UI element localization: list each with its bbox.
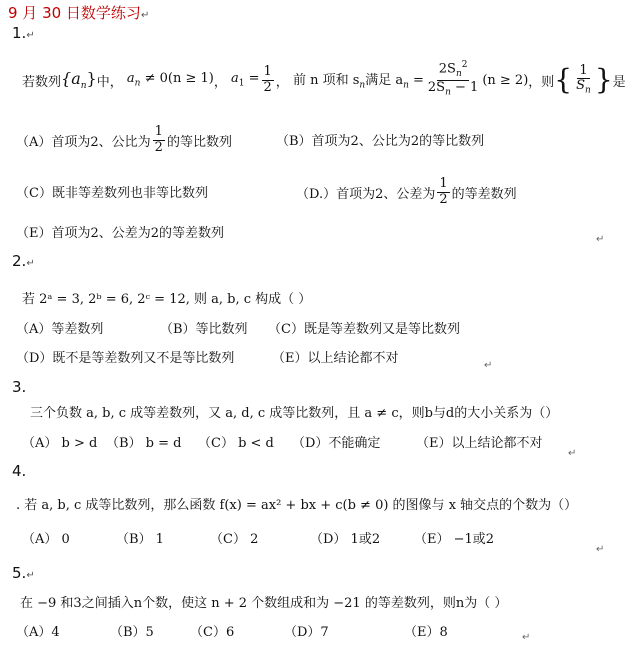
q5-option-b: （B）5	[110, 625, 154, 640]
q4-number: 4.	[12, 462, 27, 480]
q1-half-fraction: $\frac{1}{2}$	[263, 64, 272, 95]
q1-option-a: （A）首项为2、公比为 $\frac{1}{2}$ 的等比数列	[16, 124, 232, 155]
q3-option-c: （C） b < d	[198, 436, 274, 451]
q2-option-b: （B）等比数列	[160, 322, 248, 337]
q1-option-c: （C）既非等差数列也非等比数列	[16, 186, 208, 201]
q1-option-b: （B）首项为2、公比为2的等比数列	[276, 134, 485, 149]
q5-stem: 在 −9 和3之间插入n个数，使这 n + 2 个数组成和为 −21 的等差数列，则n为（ ）	[20, 596, 508, 611]
q1-recip-fraction: $\frac{1}{S_n}$	[576, 62, 591, 96]
q3-stem: 三个负数 a, b, c 成等差数列，又 a, d, c 成等比数列，且 a ≠ c，则b与d的大小关系为（）	[30, 406, 559, 421]
q3-option-d: （D）不能确定	[292, 436, 381, 451]
q1-option-d: （D.）首项为2、公差为 $\frac{1}{2}$ 的等差数列	[296, 176, 517, 207]
q2-stem: 若 2ᵃ = 3, 2ᵇ = 6, 2ᶜ = 12, 则 a, b, c 构成（ ）	[22, 292, 312, 307]
q5-option-e: （E）8	[404, 625, 448, 640]
q3-option-e: （E）以上结论都不对	[416, 436, 543, 451]
q5-number: 5.↵	[12, 564, 35, 582]
q3-option-a: （A） b > d	[22, 436, 98, 451]
q2-number: 2.↵	[12, 252, 35, 270]
q4-stem: . 若 a, b, c 成等比数列，那么函数 f(x) = ax² + bx + c(b ≠ 0) 的图像与 x 轴交点的个数为（）	[16, 498, 578, 513]
page-title: 9 月 30 日数学练习↵	[8, 4, 150, 22]
q5-option-d: （D）7	[284, 625, 329, 640]
q2-option-d: （D）既不是等差数列又不是等比数列	[16, 351, 235, 366]
q4-option-d: （D） 1或2	[310, 532, 381, 547]
q5-option-c: （C）6	[190, 625, 235, 640]
q5-option-a: （A）4	[16, 625, 60, 640]
q1-option-e: （E）首项为2、公差为2的等差数列	[16, 226, 225, 241]
q3-option-b: （B） b = d	[106, 436, 182, 451]
q4-option-e: （E） −1或2	[414, 532, 495, 547]
q1-stem: 若数列 $\{a_n\}$ 中， $a_n \ne 0(n \ge 1)$ ， $a_1$ = $\frac{1}{2}$ ， 前 n 项和 $s_n$ 满足 $a_n$ = $\frac{2S_n^2}{2S_n - 1}$ (n ≥ 2) ，则 { $\frac{1}{S_n}$ } 是	[22, 60, 626, 98]
q2-option-c: （C）既是等差数列又是等比数列	[268, 322, 460, 337]
q1-number: 1.↵	[12, 24, 35, 42]
q4-option-c: （C） 2	[210, 532, 259, 547]
q1-an-fraction: $\frac{2S_n^2}{2S_n - 1}$	[427, 60, 479, 98]
q4-option-a: （A） 0	[22, 532, 70, 547]
q2-option-e: （E）以上结论都不对	[272, 351, 399, 366]
q3-number: 3.	[12, 378, 27, 396]
q2-option-a: （A）等差数列	[16, 322, 104, 337]
q4-option-b: （B） 1	[116, 532, 164, 547]
